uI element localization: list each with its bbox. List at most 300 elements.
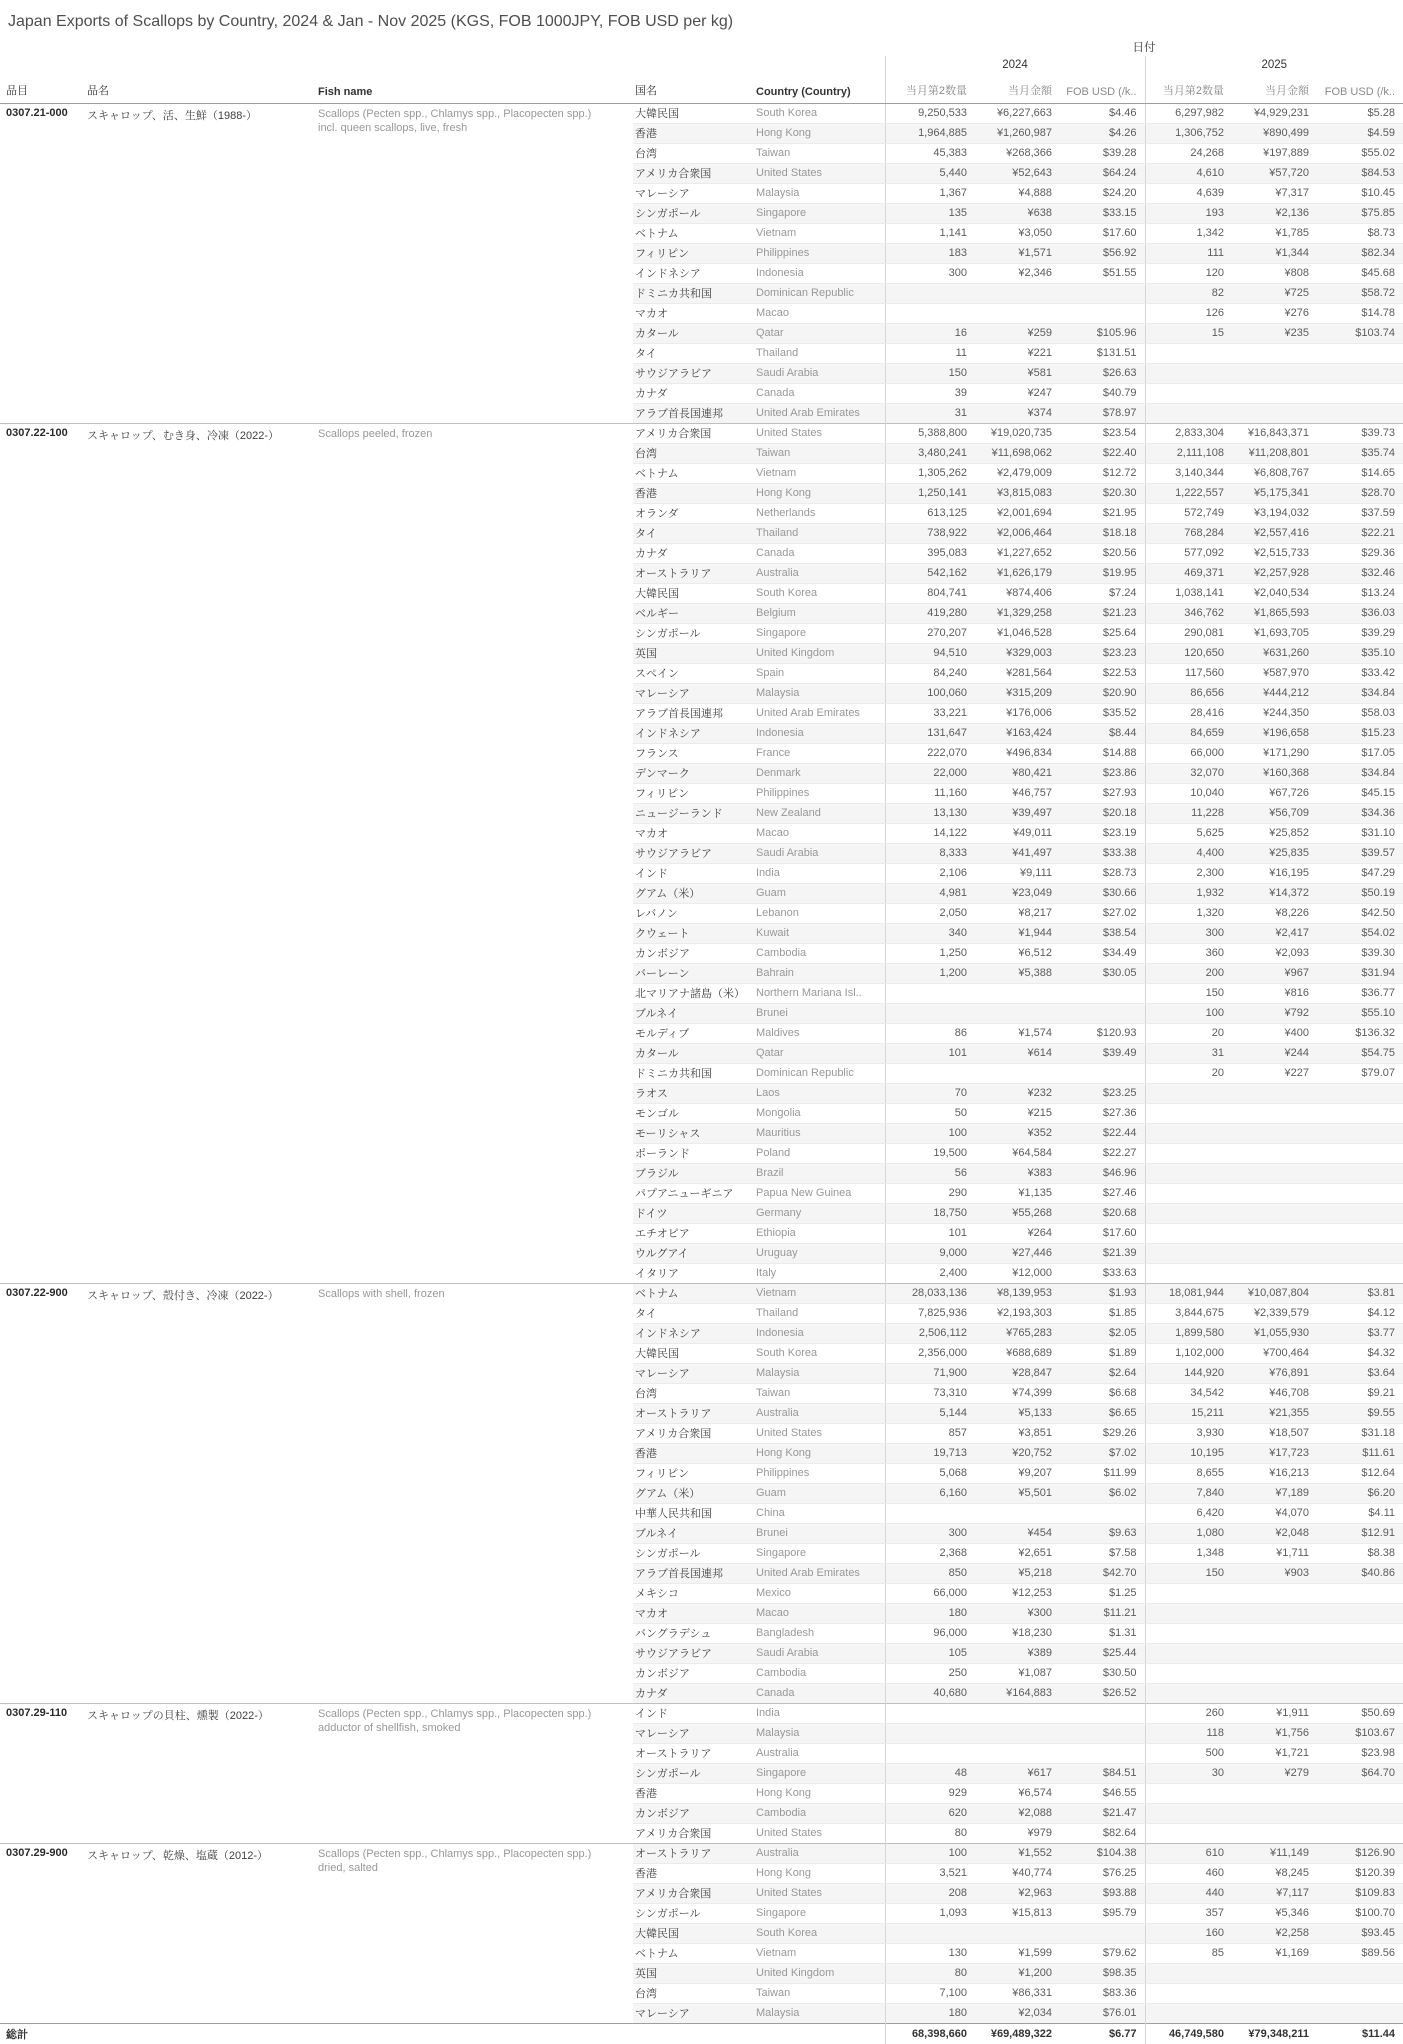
amount-2025-cell[interactable]: ¥2,339,579 xyxy=(1232,1303,1317,1323)
fob-2025-cell[interactable]: $55.10 xyxy=(1317,1003,1403,1023)
amount-2024-cell[interactable]: ¥1,552 xyxy=(975,1843,1060,1863)
qty-2025-cell[interactable]: 6,420 xyxy=(1145,1503,1232,1523)
qty-2025-cell[interactable] xyxy=(1145,1803,1232,1823)
fob-2024-cell[interactable] xyxy=(1060,1723,1145,1743)
amount-2025-cell[interactable]: ¥6,808,767 xyxy=(1232,463,1317,483)
qty-2024-cell[interactable]: 2,050 xyxy=(885,903,975,923)
col-header-qty-2025[interactable]: 当月第2数量 xyxy=(1145,73,1232,103)
country-en-cell[interactable]: Brunei xyxy=(754,1003,885,1023)
country-jp-cell[interactable]: カナダ xyxy=(633,383,754,403)
qty-2024-cell[interactable] xyxy=(885,1063,975,1083)
fob-2024-cell[interactable]: $56.92 xyxy=(1060,243,1145,263)
fob-2025-cell[interactable]: $4.59 xyxy=(1317,123,1403,143)
qty-2024-cell[interactable]: 80 xyxy=(885,1963,975,1983)
amount-2024-cell[interactable]: ¥11,698,062 xyxy=(975,443,1060,463)
fob-2025-cell[interactable]: $11.61 xyxy=(1317,1443,1403,1463)
fob-2024-cell[interactable]: $26.63 xyxy=(1060,363,1145,383)
fob-2025-cell[interactable] xyxy=(1317,1103,1403,1123)
qty-2024-cell[interactable]: 5,144 xyxy=(885,1403,975,1423)
qty-2024-cell[interactable]: 929 xyxy=(885,1783,975,1803)
qty-2024-cell[interactable]: 14,122 xyxy=(885,823,975,843)
country-en-cell[interactable]: Macao xyxy=(754,303,885,323)
country-jp-cell[interactable]: ベルギー xyxy=(633,603,754,623)
amount-2025-cell[interactable]: ¥808 xyxy=(1232,263,1317,283)
country-en-cell[interactable]: France xyxy=(754,743,885,763)
qty-2025-cell[interactable]: 8,655 xyxy=(1145,1463,1232,1483)
amount-2024-cell[interactable]: ¥6,574 xyxy=(975,1783,1060,1803)
amount-2024-cell[interactable]: ¥46,757 xyxy=(975,783,1060,803)
qty-2025-cell[interactable]: 150 xyxy=(1145,1563,1232,1583)
country-en-cell[interactable]: Italy xyxy=(756,1267,777,1279)
fob-2025-cell[interactable]: $5.28 xyxy=(1317,103,1403,123)
qty-2025-cell[interactable] xyxy=(1145,1243,1232,1263)
country-jp-cell[interactable]: ブルネイ xyxy=(633,1003,754,1023)
country-jp-cell[interactable]: シンガポール xyxy=(633,1543,754,1563)
fob-2025-cell[interactable]: $40.86 xyxy=(1317,1563,1403,1583)
qty-2025-cell[interactable]: 82 xyxy=(1145,283,1232,303)
qty-2024-cell[interactable] xyxy=(885,1923,975,1943)
fob-2024-cell[interactable]: $1.31 xyxy=(1060,1623,1145,1643)
amount-2024-cell[interactable]: ¥496,834 xyxy=(975,743,1060,763)
fob-2025-cell[interactable] xyxy=(1317,1263,1403,1283)
fob-2024-cell[interactable]: $27.46 xyxy=(1060,1183,1145,1203)
country-jp-cell[interactable]: クウェート xyxy=(633,923,754,943)
qty-2025-cell[interactable] xyxy=(1145,1783,1232,1803)
amount-2025-cell[interactable]: ¥903 xyxy=(1232,1563,1317,1583)
amount-2024-cell[interactable]: ¥8,139,953 xyxy=(975,1283,1060,1303)
fob-2025-cell[interactable]: $10.45 xyxy=(1317,183,1403,203)
qty-2025-cell[interactable]: 11,228 xyxy=(1145,803,1232,823)
amount-2024-cell[interactable]: ¥1,227,652 xyxy=(975,543,1060,563)
fob-2024-cell[interactable]: $27.93 xyxy=(1060,783,1145,803)
country-en-cell[interactable]: Cambodia xyxy=(754,1663,885,1683)
qty-2025-cell[interactable] xyxy=(1145,1643,1232,1663)
qty-2025-cell[interactable] xyxy=(1145,1263,1232,1283)
amount-2025-cell[interactable] xyxy=(1232,1983,1317,2003)
country-jp-cell[interactable]: マカオ xyxy=(633,1603,754,1623)
country-en-cell[interactable]: Germany xyxy=(754,1203,885,1223)
fob-2024-cell[interactable] xyxy=(1060,1503,1145,1523)
amount-2024-cell[interactable]: ¥1,135 xyxy=(975,1183,1060,1203)
amount-2024-cell[interactable]: ¥1,087 xyxy=(975,1663,1060,1683)
qty-2024-cell[interactable]: 1,200 xyxy=(885,963,975,983)
amount-2024-cell[interactable]: ¥1,046,528 xyxy=(975,623,1060,643)
qty-2024-cell[interactable]: 183 xyxy=(885,243,975,263)
amount-2025-cell[interactable]: ¥235 xyxy=(1232,323,1317,343)
qty-2024-cell[interactable]: 1,093 xyxy=(885,1903,975,1923)
qty-2024-cell[interactable]: 3,521 xyxy=(885,1863,975,1883)
qty-2025-cell[interactable] xyxy=(1145,363,1232,383)
fob-2024-cell[interactable]: $2.05 xyxy=(1060,1323,1145,1343)
qty-2024-cell[interactable]: 395,083 xyxy=(885,543,975,563)
qty-2024-cell[interactable]: 620 xyxy=(885,1803,975,1823)
item-code-cell[interactable]: 0307.22-100 xyxy=(0,423,85,1283)
country-jp-cell[interactable]: カナダ xyxy=(633,1683,754,1703)
amount-2024-cell[interactable]: ¥1,626,179 xyxy=(975,563,1060,583)
fob-2025-cell[interactable]: $33.42 xyxy=(1317,663,1403,683)
country-jp-cell[interactable]: スペイン xyxy=(633,663,754,683)
fish-name-cell[interactable]: Scallops with shell, frozen xyxy=(316,1283,633,1703)
amount-2024-cell[interactable]: ¥1,944 xyxy=(975,923,1060,943)
country-en-cell[interactable]: Guam xyxy=(754,883,885,903)
qty-2024-cell[interactable]: 150 xyxy=(885,363,975,383)
fob-2025-cell[interactable] xyxy=(1317,1663,1403,1683)
country-jp-cell[interactable]: デンマーク xyxy=(633,763,754,783)
amount-2024-cell[interactable]: ¥12,000 xyxy=(1012,1267,1052,1279)
fob-2025-cell[interactable]: $89.56 xyxy=(1317,1943,1403,1963)
qty-2024-cell[interactable]: 100 xyxy=(885,1123,975,1143)
fob-2025-cell[interactable]: $39.29 xyxy=(1317,623,1403,643)
qty-2025-cell[interactable]: 3,844,675 xyxy=(1145,1303,1232,1323)
country-jp-cell[interactable]: カンボジア xyxy=(633,943,754,963)
amount-2024-cell[interactable] xyxy=(975,1923,1060,1943)
fob-2025-cell[interactable]: $82.34 xyxy=(1317,243,1403,263)
amount-2025-cell[interactable]: ¥631,260 xyxy=(1232,643,1317,663)
country-en-cell[interactable]: Hong Kong xyxy=(754,123,885,143)
qty-2025-cell[interactable]: 7,840 xyxy=(1145,1483,1232,1503)
qty-2025-cell[interactable]: 4,639 xyxy=(1145,183,1232,203)
amount-2025-cell[interactable]: ¥197,889 xyxy=(1232,143,1317,163)
fob-2024-cell[interactable]: $33.38 xyxy=(1060,843,1145,863)
amount-2025-cell[interactable]: ¥25,835 xyxy=(1232,843,1317,863)
country-en-cell[interactable]: Singapore xyxy=(754,1763,885,1783)
fob-2025-cell[interactable]: $4.11 xyxy=(1317,1503,1403,1523)
qty-2025-cell[interactable]: 1,080 xyxy=(1145,1523,1232,1543)
qty-2024-cell[interactable] xyxy=(885,1703,975,1723)
fob-2024-cell[interactable]: $23.25 xyxy=(1060,1083,1145,1103)
fob-2025-cell[interactable] xyxy=(1317,383,1403,403)
country-jp-cell[interactable]: フィリピン xyxy=(633,1463,754,1483)
country-en-cell[interactable]: Bahrain xyxy=(754,963,885,983)
fob-2025-cell[interactable]: $103.74 xyxy=(1317,323,1403,343)
country-jp-cell[interactable]: フィリピン xyxy=(633,243,754,263)
amount-2025-cell[interactable] xyxy=(1232,1603,1317,1623)
qty-2024-cell[interactable]: 1,367 xyxy=(885,183,975,203)
fob-2025-cell[interactable] xyxy=(1317,1643,1403,1663)
fob-2025-cell[interactable]: $13.24 xyxy=(1317,583,1403,603)
fob-2025-cell[interactable]: $29.36 xyxy=(1317,543,1403,563)
qty-2024-cell[interactable]: 1,141 xyxy=(885,223,975,243)
qty-2025-cell[interactable]: 66,000 xyxy=(1145,743,1232,763)
country-en-cell[interactable]: Singapore xyxy=(754,623,885,643)
country-en-cell[interactable]: Denmark xyxy=(754,763,885,783)
fob-2024-cell[interactable]: $30.50 xyxy=(1060,1663,1145,1683)
amount-2024-cell[interactable]: ¥4,888 xyxy=(975,183,1060,203)
qty-2025-cell[interactable]: 120 xyxy=(1145,263,1232,283)
fob-2025-cell[interactable]: $136.32 xyxy=(1317,1023,1403,1043)
country-jp-cell[interactable]: インドネシア xyxy=(633,263,754,283)
qty-2025-cell[interactable]: 1,899,580 xyxy=(1145,1323,1232,1343)
amount-2025-cell[interactable]: ¥967 xyxy=(1232,963,1317,983)
amount-2025-cell[interactable]: ¥171,290 xyxy=(1232,743,1317,763)
fob-2025-cell[interactable] xyxy=(1317,1823,1403,1843)
country-en-cell[interactable]: Macao xyxy=(754,1603,885,1623)
fob-2024-cell[interactable]: $38.54 xyxy=(1060,923,1145,943)
amount-2025-cell[interactable]: ¥1,911 xyxy=(1232,1703,1317,1723)
year-header-2024[interactable]: 2024 xyxy=(885,56,1145,73)
amount-2024-cell[interactable]: ¥3,815,083 xyxy=(975,483,1060,503)
fob-2024-cell[interactable] xyxy=(1060,1923,1145,1943)
country-en-cell[interactable]: Saudi Arabia xyxy=(754,843,885,863)
fish-name-cell[interactable]: Scallops peeled, frozen xyxy=(316,423,633,1283)
col-header-country-jp[interactable]: 国名 xyxy=(633,73,754,103)
qty-2025-cell[interactable]: 1,222,557 xyxy=(1145,483,1232,503)
qty-2025-cell[interactable]: 20 xyxy=(1145,1023,1232,1043)
country-jp-cell[interactable]: マレーシア xyxy=(633,1363,754,1383)
fob-2024-cell[interactable]: $25.44 xyxy=(1060,1643,1145,1663)
qty-2024-cell[interactable]: 94,510 xyxy=(885,643,975,663)
fob-2025-cell[interactable]: $50.19 xyxy=(1317,883,1403,903)
country-en-cell[interactable]: Taiwan xyxy=(754,143,885,163)
fob-2025-cell[interactable]: $93.45 xyxy=(1317,1923,1403,1943)
country-jp-cell[interactable]: オーストラリア xyxy=(633,1403,754,1423)
amount-2025-cell[interactable] xyxy=(1232,1663,1317,1683)
country-en-cell[interactable]: United States xyxy=(756,1827,823,1839)
country-jp-cell[interactable]: タイ xyxy=(633,343,754,363)
country-en-cell[interactable]: Bangladesh xyxy=(754,1623,885,1643)
qty-2025-cell[interactable] xyxy=(1145,1163,1232,1183)
fob-2025-cell[interactable]: $55.02 xyxy=(1317,143,1403,163)
country-en-cell[interactable]: Mauritius xyxy=(754,1123,885,1143)
qty-2025-cell[interactable] xyxy=(1145,2003,1232,2023)
country-jp-cell[interactable]: カナダ xyxy=(633,543,754,563)
amount-2024-cell[interactable]: ¥3,050 xyxy=(975,223,1060,243)
fob-2025-cell[interactable]: $103.67 xyxy=(1317,1723,1403,1743)
fob-2024-cell[interactable]: $42.70 xyxy=(1060,1563,1145,1583)
country-jp-cell[interactable]: 香港 xyxy=(633,1783,754,1803)
fob-2025-cell[interactable] xyxy=(1317,1783,1403,1803)
country-jp-cell[interactable]: オーストラリア xyxy=(633,563,754,583)
qty-2025-cell[interactable]: 346,762 xyxy=(1145,603,1232,623)
col-header-qty-2024[interactable]: 当月第2数量 xyxy=(885,73,975,103)
amount-2024-cell[interactable]: ¥2,001,694 xyxy=(975,503,1060,523)
fob-2024-cell[interactable]: $19.95 xyxy=(1060,563,1145,583)
fob-2025-cell[interactable]: $3.77 xyxy=(1317,1323,1403,1343)
country-en-cell[interactable]: Malaysia xyxy=(754,2003,885,2023)
country-jp-cell[interactable]: ドミニカ共和国 xyxy=(633,283,754,303)
country-en-cell[interactable]: India xyxy=(754,1703,885,1723)
country-en-cell[interactable]: Hong Kong xyxy=(754,1863,885,1883)
amount-2024-cell[interactable]: ¥979 xyxy=(1027,1827,1052,1839)
country-en-cell[interactable]: United Arab Emirates xyxy=(754,703,885,723)
amount-2025-cell[interactable] xyxy=(1232,1963,1317,1983)
qty-2024-cell[interactable]: 71,900 xyxy=(885,1363,975,1383)
fob-2024-cell[interactable]: $34.49 xyxy=(1060,943,1145,963)
qty-2024-cell[interactable]: 1,305,262 xyxy=(885,463,975,483)
country-jp-cell[interactable]: 香港 xyxy=(633,1443,754,1463)
amount-2025-cell[interactable]: ¥700,464 xyxy=(1232,1343,1317,1363)
fob-2025-cell[interactable]: $37.59 xyxy=(1317,503,1403,523)
amount-2025-cell[interactable]: ¥17,723 xyxy=(1232,1443,1317,1463)
qty-2025-cell[interactable]: 1,102,000 xyxy=(1145,1343,1232,1363)
amount-2025-cell[interactable]: ¥11,149 xyxy=(1232,1843,1317,1863)
fob-2025-cell[interactable] xyxy=(1317,1623,1403,1643)
fob-2025-cell[interactable] xyxy=(1317,2003,1403,2023)
col-header-amount-2024[interactable]: 当月金額 xyxy=(975,73,1060,103)
fob-2024-cell[interactable]: $23.86 xyxy=(1060,763,1145,783)
fob-2025-cell[interactable] xyxy=(1317,1243,1403,1263)
amount-2025-cell[interactable]: ¥10,087,804 xyxy=(1232,1283,1317,1303)
fob-2025-cell[interactable]: $14.78 xyxy=(1317,303,1403,323)
country-jp-cell[interactable]: マカオ xyxy=(633,823,754,843)
country-en-cell[interactable]: Papua New Guinea xyxy=(754,1183,885,1203)
item-name-jp-cell[interactable]: スキャロップ、乾燥、塩蔵（2012-） xyxy=(85,1843,316,2023)
qty-2024-cell[interactable]: 250 xyxy=(885,1663,975,1683)
country-en-cell[interactable]: United Arab Emirates xyxy=(754,403,885,423)
qty-2025-cell[interactable]: 357 xyxy=(1145,1903,1232,1923)
amount-2025-cell[interactable] xyxy=(1232,363,1317,383)
qty-2025-cell[interactable]: 469,371 xyxy=(1145,563,1232,583)
qty-2024-cell[interactable]: 11 xyxy=(885,343,975,363)
country-en-cell[interactable]: Indonesia xyxy=(754,263,885,283)
qty-2025-cell[interactable]: 360 xyxy=(1145,943,1232,963)
fob-2024-cell[interactable]: $104.38 xyxy=(1060,1843,1145,1863)
amount-2024-cell[interactable]: ¥19,020,735 xyxy=(975,423,1060,443)
fob-2024-cell[interactable]: $95.79 xyxy=(1060,1903,1145,1923)
amount-2025-cell[interactable]: ¥4,070 xyxy=(1232,1503,1317,1523)
fob-2024-cell[interactable]: $21.47 xyxy=(1060,1803,1145,1823)
qty-2024-cell[interactable]: 11,160 xyxy=(885,783,975,803)
country-jp-cell[interactable]: 台湾 xyxy=(633,1983,754,2003)
amount-2025-cell[interactable]: ¥276 xyxy=(1232,303,1317,323)
amount-2025-cell[interactable]: ¥16,843,371 xyxy=(1232,423,1317,443)
country-en-cell[interactable]: Australia xyxy=(754,1843,885,1863)
country-jp-cell[interactable]: ドミニカ共和国 xyxy=(633,1063,754,1083)
item-code-cell[interactable]: 0307.22-900 xyxy=(0,1283,85,1703)
country-jp-cell[interactable]: アメリカ合衆国 xyxy=(633,1423,754,1443)
fob-2025-cell[interactable]: $12.64 xyxy=(1317,1463,1403,1483)
col-header-fob-2024[interactable]: FOB USD (/k.. xyxy=(1060,73,1145,103)
amount-2025-cell[interactable]: ¥1,693,705 xyxy=(1232,623,1317,643)
qty-2024-cell[interactable]: 180 xyxy=(885,1603,975,1623)
qty-2025-cell[interactable] xyxy=(1145,383,1232,403)
country-jp-cell[interactable]: アメリカ合衆国 xyxy=(633,423,754,443)
qty-2025-cell[interactable]: 3,140,344 xyxy=(1145,463,1232,483)
qty-2024-cell[interactable] xyxy=(885,283,975,303)
col-header-item-code[interactable]: 品目 xyxy=(0,73,85,103)
qty-2024-cell[interactable]: 86 xyxy=(885,1023,975,1043)
qty-2024-cell[interactable]: 22,000 xyxy=(885,763,975,783)
amount-2025-cell[interactable]: ¥7,189 xyxy=(1232,1483,1317,1503)
country-en-cell[interactable]: United States xyxy=(754,1423,885,1443)
qty-2025-cell[interactable]: 126 xyxy=(1145,303,1232,323)
amount-2024-cell[interactable]: ¥2,963 xyxy=(975,1883,1060,1903)
qty-2025-cell[interactable]: 1,342 xyxy=(1145,223,1232,243)
fob-2024-cell[interactable]: $18.18 xyxy=(1060,523,1145,543)
country-en-cell[interactable]: Saudi Arabia xyxy=(754,1643,885,1663)
country-jp-cell[interactable]: ベトナム xyxy=(633,1943,754,1963)
fob-2024-cell[interactable]: $22.40 xyxy=(1060,443,1145,463)
amount-2025-cell[interactable]: ¥196,658 xyxy=(1232,723,1317,743)
fob-2024-cell[interactable]: $20.18 xyxy=(1060,803,1145,823)
country-en-cell[interactable]: Hong Kong xyxy=(754,1443,885,1463)
fob-2024-cell[interactable]: $39.28 xyxy=(1060,143,1145,163)
qty-2025-cell[interactable]: 260 xyxy=(1145,1703,1232,1723)
qty-2024-cell[interactable]: 5,440 xyxy=(885,163,975,183)
fob-2024-cell[interactable]: $79.62 xyxy=(1060,1943,1145,1963)
qty-2025-cell[interactable]: 1,320 xyxy=(1145,903,1232,923)
amount-2024-cell[interactable]: ¥1,329,258 xyxy=(975,603,1060,623)
fob-2025-cell[interactable]: $23.98 xyxy=(1317,1743,1403,1763)
fob-2025-cell[interactable]: $79.07 xyxy=(1317,1063,1403,1083)
fob-2024-cell[interactable]: $26.52 xyxy=(1060,1683,1145,1703)
qty-2024-cell[interactable]: 66,000 xyxy=(885,1583,975,1603)
amount-2025-cell[interactable] xyxy=(1232,1623,1317,1643)
amount-2025-cell[interactable]: ¥244,350 xyxy=(1232,703,1317,723)
country-en-cell[interactable]: Thailand xyxy=(754,343,885,363)
country-en-cell[interactable]: Lebanon xyxy=(754,903,885,923)
amount-2024-cell[interactable] xyxy=(975,1503,1060,1523)
fob-2025-cell[interactable]: $34.84 xyxy=(1317,763,1403,783)
amount-2024-cell[interactable]: ¥23,049 xyxy=(975,883,1060,903)
amount-2025-cell[interactable]: ¥2,048 xyxy=(1232,1523,1317,1543)
country-en-cell[interactable]: Mexico xyxy=(754,1583,885,1603)
fob-2025-cell[interactable]: $58.72 xyxy=(1317,283,1403,303)
fob-2024-cell[interactable]: $22.53 xyxy=(1060,663,1145,683)
country-jp-cell[interactable]: バングラデシュ xyxy=(633,1623,754,1643)
country-jp-cell[interactable]: マカオ xyxy=(633,303,754,323)
fob-2024-cell[interactable]: $120.93 xyxy=(1060,1023,1145,1043)
amount-2025-cell[interactable] xyxy=(1232,1583,1317,1603)
fob-2025-cell[interactable]: $31.94 xyxy=(1317,963,1403,983)
fob-2024-cell[interactable]: $20.56 xyxy=(1060,543,1145,563)
qty-2024-cell[interactable]: 1,250,141 xyxy=(885,483,975,503)
qty-2024-cell[interactable]: 290 xyxy=(885,1183,975,1203)
amount-2025-cell[interactable]: ¥1,169 xyxy=(1232,1943,1317,1963)
country-jp-cell[interactable]: マレーシア xyxy=(633,1723,754,1743)
amount-2025-cell[interactable] xyxy=(1232,2003,1317,2023)
amount-2025-cell[interactable]: ¥11,208,801 xyxy=(1232,443,1317,463)
qty-2025-cell[interactable] xyxy=(1145,1683,1232,1703)
amount-2025-cell[interactable] xyxy=(1232,1183,1317,1203)
amount-2025-cell[interactable]: ¥1,055,930 xyxy=(1232,1323,1317,1343)
amount-2025-cell[interactable]: ¥1,756 xyxy=(1232,1723,1317,1743)
country-en-cell[interactable]: Mongolia xyxy=(754,1103,885,1123)
fob-2024-cell[interactable]: $98.35 xyxy=(1060,1963,1145,1983)
amount-2024-cell[interactable]: ¥74,399 xyxy=(975,1383,1060,1403)
country-jp-cell[interactable]: ラオス xyxy=(633,1083,754,1103)
amount-2025-cell[interactable]: ¥14,372 xyxy=(1232,883,1317,903)
qty-2025-cell[interactable]: 1,306,752 xyxy=(1145,123,1232,143)
amount-2025-cell[interactable]: ¥18,507 xyxy=(1232,1423,1317,1443)
amount-2024-cell[interactable]: ¥18,230 xyxy=(975,1623,1060,1643)
qty-2025-cell[interactable]: 440 xyxy=(1145,1883,1232,1903)
country-en-cell[interactable]: Kuwait xyxy=(754,923,885,943)
qty-2025-cell[interactable]: 500 xyxy=(1145,1743,1232,1763)
amount-2024-cell[interactable]: ¥2,193,303 xyxy=(975,1303,1060,1323)
fob-2024-cell[interactable]: $46.55 xyxy=(1060,1783,1145,1803)
amount-2024-cell[interactable]: ¥315,209 xyxy=(975,683,1060,703)
year-header-2025[interactable]: 2025 xyxy=(1145,56,1403,73)
amount-2024-cell[interactable]: ¥12,253 xyxy=(975,1583,1060,1603)
fob-2024-cell[interactable]: $23.19 xyxy=(1060,823,1145,843)
amount-2025-cell[interactable]: ¥2,515,733 xyxy=(1232,543,1317,563)
qty-2024-cell[interactable]: 3,480,241 xyxy=(885,443,975,463)
country-en-cell[interactable]: Canada xyxy=(754,543,885,563)
amount-2024-cell[interactable] xyxy=(975,1063,1060,1083)
fob-2025-cell[interactable] xyxy=(1317,1963,1403,1983)
qty-2024-cell[interactable] xyxy=(885,1503,975,1523)
country-en-cell[interactable]: Laos xyxy=(754,1083,885,1103)
qty-2024-cell[interactable]: 9,250,533 xyxy=(885,103,975,123)
fob-2025-cell[interactable]: $17.05 xyxy=(1317,743,1403,763)
amount-2024-cell[interactable]: ¥15,813 xyxy=(975,1903,1060,1923)
country-jp-cell[interactable]: カタール xyxy=(633,323,754,343)
country-en-cell[interactable]: United Kingdom xyxy=(754,1963,885,1983)
fob-2025-cell[interactable] xyxy=(1317,1583,1403,1603)
qty-2025-cell[interactable]: 84,659 xyxy=(1145,723,1232,743)
qty-2024-cell[interactable]: 50 xyxy=(885,1103,975,1123)
